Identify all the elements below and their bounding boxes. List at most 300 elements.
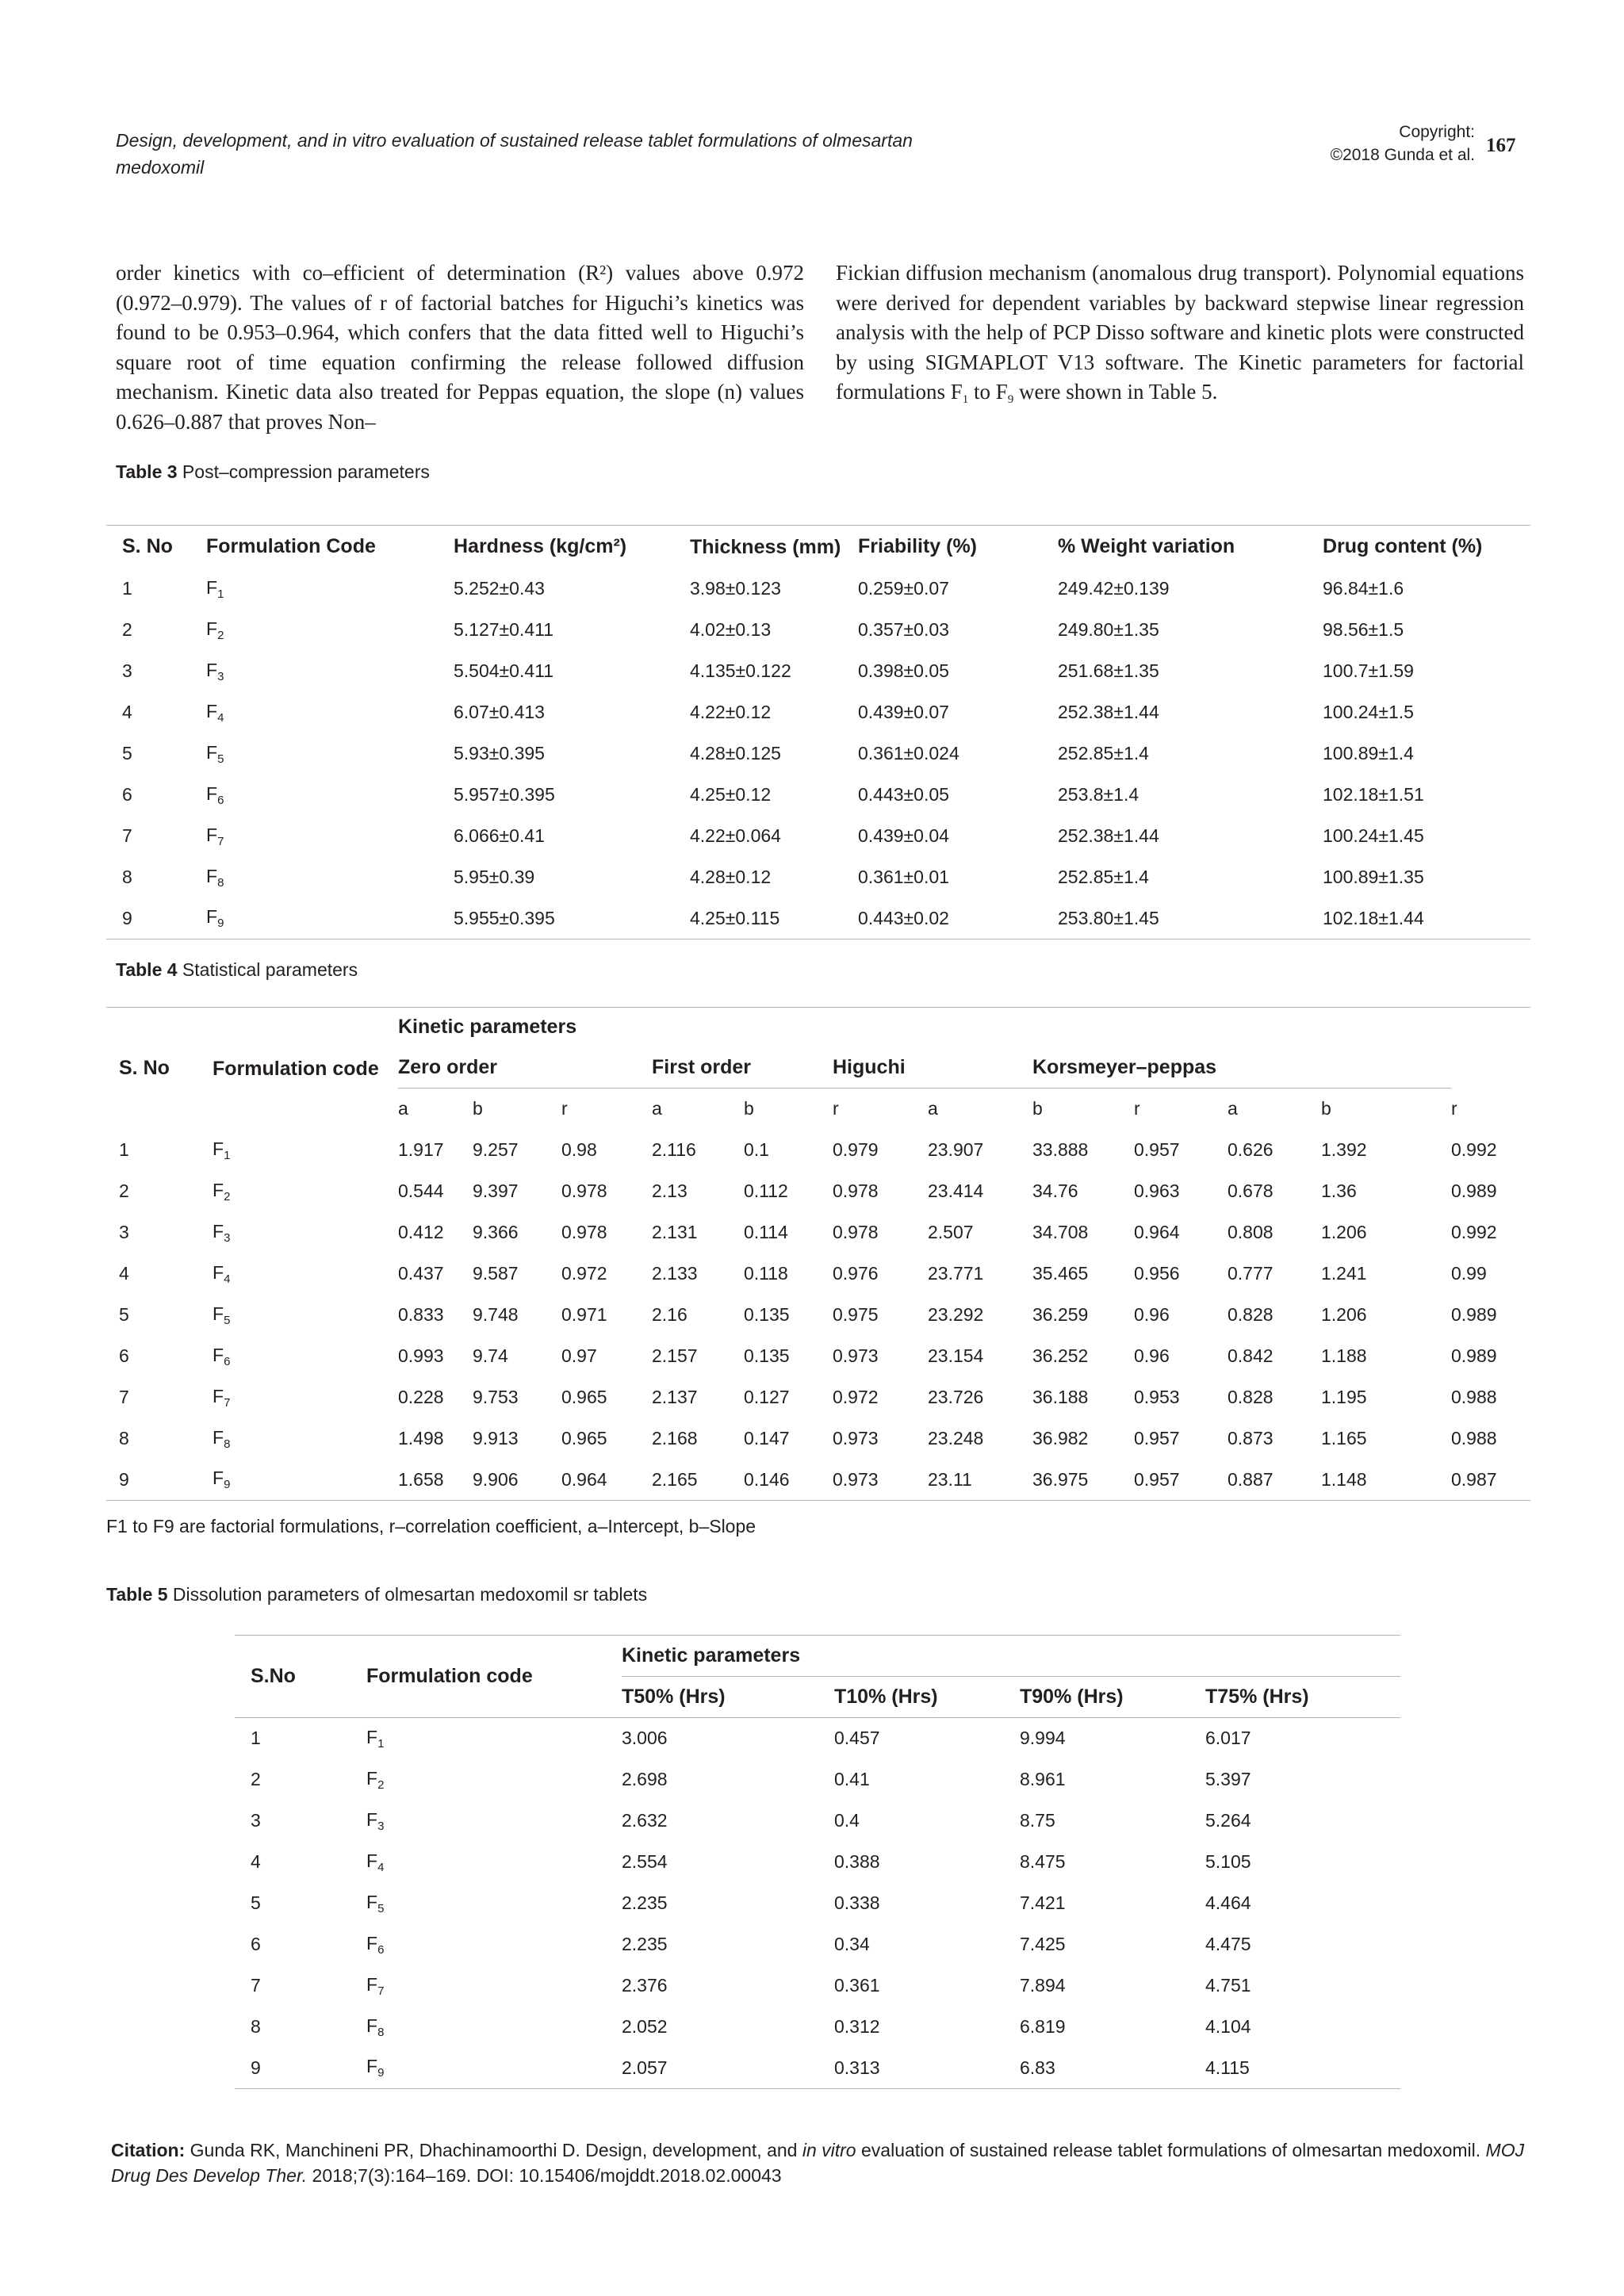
- cell-value: 0.828: [1228, 1304, 1274, 1325]
- cell-code: [213, 1130, 398, 1171]
- cell-sno: 3: [119, 1222, 129, 1242]
- table5-dissolution-parameters: [235, 1635, 1400, 2089]
- cell-code: [206, 651, 454, 692]
- cell-code: [213, 1460, 398, 1501]
- cell-code: [213, 1253, 398, 1295]
- cell-thickness: 4.28±0.12: [690, 867, 772, 887]
- table-row: [106, 1130, 1530, 1171]
- cell-value: 36.259: [1032, 1304, 1089, 1325]
- cell-hardness: 5.957±0.395: [454, 784, 555, 805]
- table4-footnote: F1 to F9 are factorial formulations, r–correlation coefficient, a–Intercept, b–Slope: [106, 1516, 756, 1536]
- cell-sno: 5: [119, 1304, 129, 1325]
- cell-value: 2.235: [622, 1934, 668, 1954]
- column-header: Formulation code: [366, 1636, 622, 1718]
- table-row: [106, 1253, 1530, 1295]
- cell-code: [206, 857, 454, 898]
- sub-header: b: [473, 1098, 483, 1119]
- code-letter: F: [366, 2056, 378, 2077]
- cell-value: 0.96: [1134, 1345, 1170, 1366]
- cell-weight: 251.68±1.35: [1058, 660, 1159, 681]
- cell-value: 9.994: [1020, 1728, 1066, 1749]
- citation-italic: in vitro: [802, 2140, 856, 2160]
- table-row: [106, 1212, 1530, 1253]
- cell-value: 0.971: [561, 1304, 607, 1325]
- cell-sno: 4: [251, 1851, 261, 1872]
- cell-value: 0.978: [561, 1222, 607, 1242]
- cell-value: 2.057: [622, 2057, 668, 2078]
- table3-post-compression: [106, 525, 1530, 939]
- citation-text: evaluation of sustained release tablet formulations of olmesartan medoxomil.: [856, 2140, 1486, 2160]
- cell-sno: 9: [119, 1468, 129, 1490]
- cell-weight: 249.42±0.139: [1058, 578, 1170, 599]
- cell-sno: 2: [119, 1181, 129, 1201]
- cell-drug: 100.7±1.59: [1323, 660, 1414, 681]
- cell-friability: 0.361±0.01: [858, 867, 949, 887]
- cell-value: 0.99: [1451, 1263, 1487, 1284]
- code-subscript: 3: [377, 1819, 385, 1833]
- code-letter: F: [206, 783, 218, 804]
- cell-value: 9.587: [473, 1263, 519, 1284]
- model-header: Zero order: [398, 1047, 652, 1089]
- kinetic-parameters-header: Kinetic parameters: [398, 1016, 577, 1039]
- table-row: [106, 898, 1530, 939]
- cell-value: 1.206: [1321, 1222, 1367, 1242]
- sub-header: T75% (Hrs): [1205, 1677, 1400, 1718]
- sub-header: b: [1032, 1098, 1043, 1119]
- table-row: [235, 1883, 1400, 1924]
- cell-value: 8.75: [1020, 1810, 1055, 1831]
- cell-drug: 100.89±1.35: [1323, 867, 1424, 887]
- table-row: [235, 2048, 1400, 2089]
- cell-value: 23.726: [928, 1387, 984, 1407]
- cell-hardness: 5.95±0.39: [454, 867, 535, 887]
- cell-thickness: 4.22±0.12: [690, 702, 772, 722]
- kinetic-parameters-header: Kinetic parameters: [622, 1636, 1400, 1677]
- cell-code: [366, 1718, 622, 1759]
- cell-value: 0.118: [744, 1263, 788, 1284]
- table-row: [106, 1336, 1530, 1377]
- citation: [111, 2137, 1530, 2188]
- table3-caption: [116, 461, 430, 483]
- cell-sno: 1: [251, 1728, 261, 1749]
- table-row: [106, 610, 1530, 651]
- cell-value: 1.658: [398, 1468, 444, 1490]
- cell-value: 0.135: [744, 1345, 790, 1366]
- code-letter: F: [366, 1932, 378, 1954]
- table-row: [106, 1460, 1530, 1501]
- cell-value: 2.137: [652, 1387, 698, 1407]
- column-header: Thickness (mm): [690, 535, 841, 558]
- cell-value: 0.978: [561, 1181, 607, 1201]
- table4-statistical-parameters: [106, 1007, 1530, 1501]
- cell-value: 0.992: [1451, 1222, 1497, 1242]
- body-column-right: [836, 258, 1524, 415]
- cell-code: [213, 1212, 398, 1253]
- cell-thickness: 4.25±0.12: [690, 784, 772, 805]
- code-subscript: 9: [224, 1478, 231, 1492]
- table5-caption: [106, 1584, 647, 1605]
- cell-value: 4.115: [1205, 2057, 1250, 2078]
- code-letter: F: [206, 741, 218, 763]
- cell-sno: 6: [251, 1934, 261, 1954]
- cell-value: 0.957: [1134, 1139, 1180, 1160]
- table-row: [106, 1418, 1530, 1460]
- cell-drug: 102.18±1.51: [1323, 784, 1424, 805]
- cell-value: 2.235: [622, 1892, 668, 1913]
- cell-value: 6.819: [1020, 2016, 1066, 2037]
- cell-code: [213, 1171, 398, 1212]
- cell-value: 0.873: [1228, 1428, 1274, 1448]
- cell-value: 8.475: [1020, 1851, 1066, 1872]
- cell-value: 33.888: [1032, 1139, 1089, 1160]
- cell-weight: 249.80±1.35: [1058, 619, 1159, 640]
- cell-value: 0.988: [1451, 1428, 1497, 1448]
- cell-value: 9.913: [473, 1428, 519, 1448]
- cell-sno: 7: [119, 1387, 129, 1407]
- cell-value: 0.972: [833, 1387, 879, 1407]
- cell-thickness: 3.98±0.123: [690, 578, 781, 599]
- cell-value: 35.465: [1032, 1263, 1089, 1284]
- table-row: [106, 857, 1530, 898]
- code-letter: F: [366, 1973, 378, 1995]
- cell-value: 0.957: [1134, 1468, 1180, 1490]
- cell-value: 2.507: [928, 1222, 974, 1242]
- cell-value: 2.376: [622, 1975, 668, 1996]
- cell-value: 1.917: [398, 1139, 444, 1160]
- copyright-label: Copyright:: [1399, 123, 1475, 141]
- sub-header: T50% (Hrs): [622, 1677, 834, 1718]
- code-subscript: 2: [377, 1777, 385, 1792]
- cell-value: 0.312: [834, 2016, 880, 2037]
- cell-value: 0.957: [1134, 1428, 1180, 1448]
- cell-value: 0.842: [1228, 1345, 1274, 1366]
- column-header: Friability (%): [858, 535, 978, 558]
- code-letter: F: [213, 1303, 224, 1324]
- cell-value: 36.982: [1032, 1428, 1089, 1448]
- cell-value: 0.338: [834, 1892, 880, 1913]
- citation-text: Gunda RK, Manchineni PR, Dhachinamoorthi D. Design, development, and: [185, 2140, 802, 2160]
- cell-value: 0.989: [1451, 1345, 1497, 1366]
- cell-value: 0.412: [398, 1222, 444, 1242]
- cell-value: 2.698: [622, 1769, 668, 1789]
- code-subscript: 1: [224, 1148, 231, 1162]
- cell-code: [206, 775, 454, 816]
- cell-weight: 252.85±1.4: [1058, 867, 1149, 887]
- code-letter: F: [366, 1726, 378, 1747]
- cell-code: [206, 568, 454, 610]
- code-letter: F: [213, 1220, 224, 1242]
- sub-header: T10% (Hrs): [834, 1677, 1020, 1718]
- code-subscript: 5: [224, 1313, 231, 1327]
- code-letter: F: [213, 1344, 224, 1365]
- table4-caption: [116, 959, 358, 981]
- column-header: Formulation code: [213, 1057, 379, 1080]
- body-text: were shown in Table 5.: [1013, 380, 1218, 404]
- cell-value: 36.188: [1032, 1387, 1089, 1407]
- sub-header: r: [1451, 1098, 1457, 1119]
- code-letter: F: [213, 1179, 224, 1200]
- cell-value: 0.4: [834, 1810, 860, 1831]
- cell-value: 4.464: [1205, 1892, 1251, 1913]
- cell-value: 0.777: [1228, 1263, 1274, 1284]
- cell-value: 2.052: [622, 2016, 668, 2037]
- cell-value: 9.366: [473, 1222, 519, 1242]
- code-letter: F: [206, 618, 218, 639]
- column-header: Hardness (kg/cm²): [454, 535, 627, 558]
- cell-value: 5.397: [1205, 1769, 1251, 1789]
- column-header: S. No: [122, 535, 173, 558]
- code-subscript: 5: [377, 1901, 385, 1915]
- cell-value: 5.264: [1205, 1810, 1251, 1831]
- code-subscript: 4: [217, 710, 224, 725]
- cell-value: 0.978: [833, 1181, 879, 1201]
- cell-value: 0.979: [833, 1139, 879, 1160]
- cell-sno: 2: [251, 1769, 261, 1789]
- cell-value: 5.105: [1205, 1851, 1251, 1872]
- cell-value: 0.112: [744, 1181, 788, 1201]
- code-subscript: 2: [224, 1189, 231, 1203]
- cell-value: 0.114: [744, 1222, 788, 1242]
- cell-weight: 253.8±1.4: [1058, 784, 1139, 805]
- cell-hardness: 5.504±0.411: [454, 660, 554, 681]
- cell-value: 2.168: [652, 1428, 698, 1448]
- body-text: to F: [968, 380, 1008, 404]
- cell-friability: 0.439±0.04: [858, 825, 949, 846]
- cell-code: [366, 1924, 622, 1965]
- cell-value: 0.965: [561, 1428, 607, 1448]
- caption-label: Table 3: [116, 461, 178, 482]
- cell-friability: 0.443±0.05: [858, 784, 949, 805]
- cell-code: [366, 1800, 622, 1842]
- column-header: Formulation Code: [206, 535, 376, 558]
- cell-value: 1.241: [1321, 1263, 1367, 1284]
- model-header: Higuchi: [833, 1047, 1032, 1089]
- code-letter: F: [206, 824, 218, 845]
- cell-value: 0.34: [834, 1934, 870, 1954]
- cell-thickness: 4.25±0.115: [690, 907, 780, 928]
- code-letter: F: [206, 700, 218, 721]
- cell-weight: 253.80±1.45: [1058, 907, 1159, 928]
- cell-drug: 100.24±1.45: [1323, 825, 1424, 846]
- cell-value: 23.11: [928, 1468, 972, 1490]
- cell-value: 36.975: [1032, 1468, 1089, 1490]
- cell-hardness: 5.955±0.395: [454, 907, 555, 928]
- code-letter: F: [213, 1426, 224, 1448]
- copyright-notice: [1237, 121, 1475, 166]
- cell-value: 0.41: [834, 1769, 870, 1789]
- table-header-row: [106, 526, 1530, 568]
- code-letter: F: [206, 659, 218, 680]
- cell-sno: 6: [122, 784, 132, 805]
- citation-label: Citation:: [111, 2140, 186, 2160]
- code-subscript: 6: [377, 1942, 385, 1957]
- cell-value: 34.708: [1032, 1222, 1089, 1242]
- code-subscript: 3: [217, 669, 224, 683]
- code-subscript: 8: [377, 2025, 385, 2039]
- cell-value: 0.228: [398, 1387, 444, 1407]
- cell-drug: 96.84±1.6: [1323, 578, 1404, 599]
- sub-header: a: [928, 1098, 938, 1119]
- cell-value: 4.475: [1205, 1934, 1251, 1954]
- cell-value: 23.154: [928, 1345, 984, 1366]
- body-column-left: order kinetics with co–efficient of determination (R²) values above 0.972 (0.972–0.979). The values of r of factorial batches for Higuchi’s kinetics was found to be 0.953–0.964, which confers that the data fitted well to Higuchi’s square root of time equation confirming the release followed diffusion mechanism. Kinetic data also treated for Peppas equation, the slope (n) values 0.626–0.887 that proves Non–: [116, 261, 804, 434]
- cell-value: 7.421: [1020, 1892, 1066, 1913]
- cell-value: 1.498: [398, 1428, 444, 1448]
- sub-header: T90% (Hrs): [1020, 1677, 1205, 1718]
- citation-journal: MOJ Drug Des Develop Ther.: [111, 2140, 1525, 2186]
- code-subscript: 3: [224, 1230, 231, 1245]
- cell-value: 0.964: [561, 1468, 607, 1490]
- cell-value: 2.632: [622, 1810, 668, 1831]
- cell-value: 1.206: [1321, 1304, 1367, 1325]
- cell-sno: 5: [251, 1892, 261, 1913]
- cell-friability: 0.439±0.07: [858, 702, 949, 722]
- cell-code: [206, 898, 454, 939]
- code-subscript: 9: [377, 2066, 385, 2080]
- cell-value: 0.956: [1134, 1263, 1180, 1284]
- cell-value: 9.753: [473, 1387, 519, 1407]
- cell-sno: 1: [122, 578, 132, 599]
- cell-value: 0.992: [1451, 1139, 1497, 1160]
- cell-value: 0.808: [1228, 1222, 1274, 1242]
- subscript: 1: [962, 393, 969, 407]
- cell-value: 0.993: [398, 1345, 444, 1366]
- caption-label: Table 4: [116, 959, 178, 980]
- cell-value: 9.748: [473, 1304, 519, 1325]
- code-letter: F: [213, 1385, 224, 1406]
- cell-code: [206, 610, 454, 651]
- cell-value: 0.833: [398, 1304, 444, 1325]
- cell-code: [366, 1883, 622, 1924]
- cell-sno: 7: [122, 825, 132, 846]
- cell-hardness: 5.93±0.395: [454, 743, 545, 763]
- cell-code: [213, 1295, 398, 1336]
- cell-hardness: 6.07±0.413: [454, 702, 545, 722]
- cell-sno: 8: [119, 1428, 129, 1448]
- cell-value: 0.828: [1228, 1387, 1274, 1407]
- cell-value: 0.987: [1451, 1468, 1497, 1490]
- table-row: [106, 1295, 1530, 1336]
- cell-value: 4.104: [1205, 2016, 1251, 2037]
- cell-sno: 5: [122, 743, 132, 763]
- table-row: [235, 1965, 1400, 2007]
- page-number: 167: [1486, 135, 1516, 156]
- cell-value: 0.457: [834, 1728, 880, 1749]
- cell-hardness: 5.252±0.43: [454, 578, 545, 599]
- cell-value: 0.313: [834, 2057, 880, 2078]
- cell-code: [213, 1336, 398, 1377]
- sub-header: a: [398, 1098, 408, 1119]
- cell-thickness: 4.02±0.13: [690, 619, 772, 640]
- cell-value: 4.751: [1205, 1975, 1251, 1996]
- caption-text: Dissolution parameters of olmesartan medoxomil sr tablets: [167, 1584, 648, 1605]
- caption-label: Table 5: [106, 1584, 168, 1605]
- cell-drug: 100.24±1.5: [1323, 702, 1414, 722]
- cell-sno: 9: [122, 907, 132, 928]
- code-letter: F: [366, 1891, 378, 1912]
- code-subscript: 6: [224, 1354, 231, 1368]
- caption-text: Post–compression parameters: [177, 461, 430, 482]
- cell-thickness: 4.22±0.064: [690, 825, 781, 846]
- cell-code: [213, 1418, 398, 1460]
- code-letter: F: [213, 1138, 224, 1159]
- citation-text: 2018;7(3):164‒169. DOI: 10.15406/mojddt.2018.02.00043: [307, 2165, 782, 2186]
- table-row: [106, 692, 1530, 733]
- code-letter: F: [366, 2015, 378, 2036]
- cell-value: 0.127: [744, 1387, 790, 1407]
- cell-hardness: 6.066±0.41: [454, 825, 545, 846]
- cell-value: 36.252: [1032, 1345, 1089, 1366]
- cell-value: 0.437: [398, 1263, 444, 1284]
- cell-value: 23.292: [928, 1304, 984, 1325]
- code-subscript: 7: [224, 1395, 231, 1410]
- cell-code: [206, 692, 454, 733]
- cell-value: 1.165: [1321, 1428, 1367, 1448]
- cell-value: 0.976: [833, 1263, 879, 1284]
- table-row: [235, 2007, 1400, 2048]
- cell-value: 2.16: [652, 1304, 688, 1325]
- cell-value: 9.906: [473, 1468, 519, 1490]
- cell-code: [366, 2048, 622, 2089]
- cell-sno: 2: [122, 619, 132, 640]
- sub-header: r: [833, 1098, 839, 1119]
- cell-value: 2.131: [652, 1222, 698, 1242]
- cell-value: 23.771: [928, 1263, 984, 1284]
- cell-value: 7.894: [1020, 1975, 1066, 1996]
- cell-value: 2.157: [652, 1345, 698, 1366]
- column-header: Drug content (%): [1323, 535, 1483, 558]
- code-letter: F: [213, 1261, 224, 1283]
- cell-sno: 3: [122, 660, 132, 681]
- cell-sno: 6: [119, 1345, 129, 1366]
- cell-value: 0.975: [833, 1304, 879, 1325]
- cell-value: 6.83: [1020, 2057, 1055, 2078]
- table-row: [235, 1718, 1400, 1759]
- sub-header: r: [1134, 1098, 1140, 1119]
- cell-value: 1.195: [1321, 1387, 1367, 1407]
- sub-header: r: [561, 1098, 568, 1119]
- cell-value: 0.989: [1451, 1181, 1497, 1201]
- code-letter: F: [213, 1468, 224, 1489]
- table-row: [106, 733, 1530, 775]
- cell-value: 0.146: [744, 1468, 790, 1490]
- code-subscript: 7: [377, 1984, 385, 1998]
- cell-value: 1.188: [1321, 1345, 1367, 1366]
- cell-value: 2.165: [652, 1468, 698, 1490]
- cell-value: 23.907: [928, 1139, 984, 1160]
- cell-value: 0.973: [833, 1468, 879, 1490]
- code-letter: F: [206, 906, 218, 928]
- cell-value: 0.972: [561, 1263, 607, 1284]
- code-subscript: 4: [377, 1860, 385, 1874]
- cell-friability: 0.398±0.05: [858, 660, 949, 681]
- cell-value: 0.544: [398, 1181, 444, 1201]
- code-subscript: 4: [224, 1272, 231, 1286]
- cell-value: 23.248: [928, 1428, 984, 1448]
- cell-drug: 98.56±1.5: [1323, 619, 1404, 640]
- cell-code: [206, 816, 454, 857]
- cell-value: 2.13: [652, 1181, 688, 1201]
- body-text: Fickian diffusion mechanism (anomalous drug transport). Polynomial equations were derived for dependent variables by backward stepwise linear regression analysis with the help of PCP Disso software and kinetic plots were constructed by using SIGMAPLOT V13 software. The Kinetic parameters for factorial formulations F: [836, 261, 1524, 404]
- code-subscript: 1: [217, 587, 224, 601]
- cell-value: 34.76: [1032, 1181, 1078, 1201]
- cell-sno: 8: [251, 2016, 261, 2037]
- cell-value: 0.978: [833, 1222, 879, 1242]
- cell-drug: 100.89±1.4: [1323, 743, 1414, 763]
- cell-weight: 252.38±1.44: [1058, 702, 1159, 722]
- cell-code: [213, 1377, 398, 1418]
- cell-value: 23.414: [928, 1181, 984, 1201]
